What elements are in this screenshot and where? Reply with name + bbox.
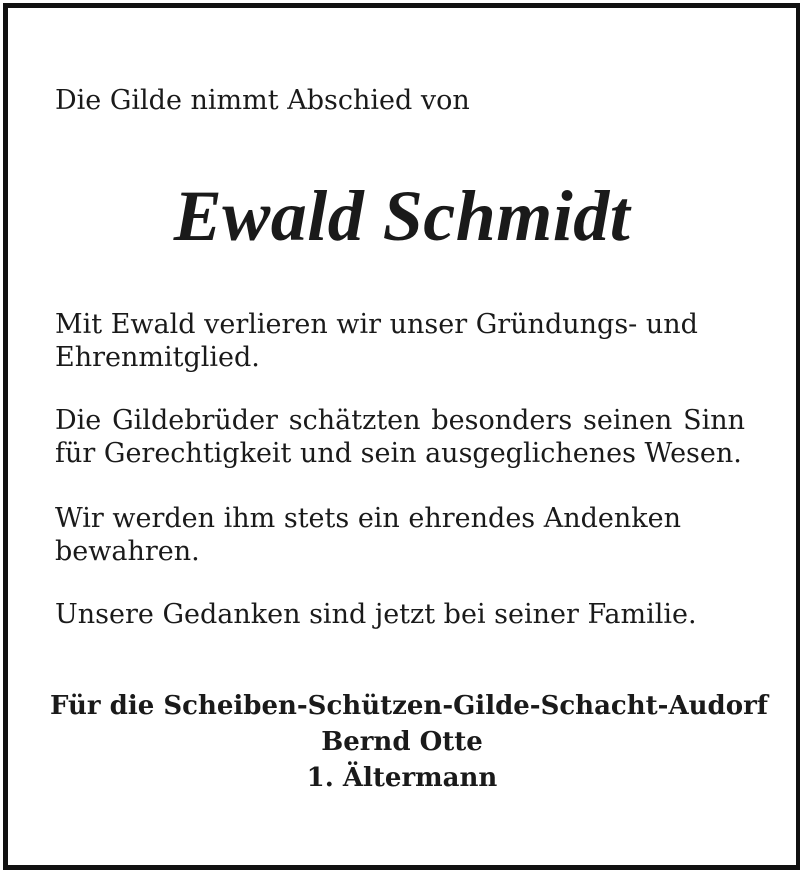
signature-block <box>8 688 796 796</box>
deceased-name: Ewald Schmidt <box>173 176 631 256</box>
intro-text: Die Gilde nimmt Abschied von <box>55 85 470 116</box>
obituary-notice <box>3 3 800 870</box>
signature-role: 1. Ältermann <box>306 763 498 793</box>
paragraph-character: Die Gildebrüder schätzten besonders seinen Sinn für Gerechtigkeit und sein ausgeglichenes Wesen. <box>55 405 745 469</box>
signature-organization: Für die Scheiben-Schützen-Gilde-Schacht-Audorf <box>50 691 768 721</box>
paragraph-membership: Mit Ewald verlieren wir unser Gründungs- und Ehrenmitglied. <box>55 309 698 373</box>
paragraph-remembrance: Wir werden ihm stets ein ehrendes Andenken bewahren. <box>55 503 682 567</box>
signature-person: Bernd Otte <box>321 727 483 757</box>
paragraph-family: Unsere Gedanken sind jetzt bei seiner Familie. <box>55 599 697 630</box>
